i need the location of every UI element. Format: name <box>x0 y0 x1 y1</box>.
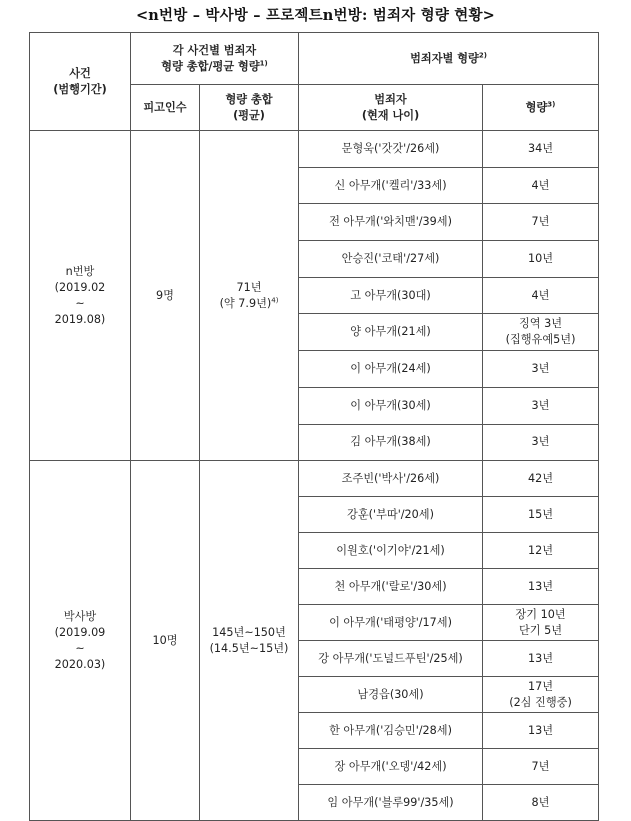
offender-sentence-cell: 징역 3년 (집행유예5년) <box>483 314 599 351</box>
header-group-individual: 범죄자별 형량$^{2)}$ <box>299 33 599 85</box>
offender-sentence-cell: 7년 <box>483 749 599 785</box>
table-body <box>30 131 599 821</box>
sentence-total-cell: 145년~150년 (14.5년~15년) <box>200 461 299 821</box>
offender-sentence-cell: 34년 <box>483 131 599 168</box>
offender-sentence-cell: 13년 <box>483 713 599 749</box>
offender-name-cell: 장 아무개('오뎅'/42세) <box>299 749 483 785</box>
offender-sentence-cell: 3년 <box>483 424 599 461</box>
offender-name-cell: 강 아무개('도널드푸틴'/25세) <box>299 641 483 677</box>
offender-sentence-cell: 10년 <box>483 241 599 278</box>
offender-sentence-cell: 3년 <box>483 351 599 388</box>
offender-name-cell: 고 아무개(30대) <box>299 277 483 314</box>
offender-sentence-cell: 4년 <box>483 277 599 314</box>
sentence-total-cell: 71년 (약 7.9년)$^{4)}$ <box>200 131 299 461</box>
offender-name-cell: 조주빈('박사'/26세) <box>299 461 483 497</box>
header-offender: 범죄자 (현재 나이) <box>299 85 483 131</box>
offender-name-cell: 이 아무개(24세) <box>299 351 483 388</box>
offender-sentence-cell: 7년 <box>483 204 599 241</box>
defendant-count-cell: 10명 <box>131 461 200 821</box>
offender-sentence-cell: 4년 <box>483 167 599 204</box>
table-row <box>30 461 599 497</box>
offender-name-cell: 김 아무개(38세) <box>299 424 483 461</box>
offender-name-cell: 천 아무개('랄로'/30세) <box>299 569 483 605</box>
defendant-count-cell: 9명 <box>131 131 200 461</box>
offender-name-cell: 전 아무개('와치맨'/39세) <box>299 204 483 241</box>
header-sentence: 형량$^{3)}$ <box>483 85 599 131</box>
header-group-total: 각 사건별 범죄자 형량 총합/평균 형량$^{1)}$ <box>131 33 299 85</box>
offender-name-cell: 양 아무개(21세) <box>299 314 483 351</box>
header-row-1 <box>30 33 599 85</box>
case-name-cell: n번방 (2019.02 ~ 2019.08) <box>30 131 131 461</box>
offender-sentence-cell: 17년 (2심 진행중) <box>483 677 599 713</box>
offender-name-cell: 남경읍(30세) <box>299 677 483 713</box>
offender-sentence-cell: 장기 10년 단기 5년 <box>483 605 599 641</box>
offender-name-cell: 강훈('부따'/20세) <box>299 497 483 533</box>
offender-sentence-cell: 8년 <box>483 785 599 821</box>
offender-name-cell: 이원호('이기야'/21세) <box>299 533 483 569</box>
offender-name-cell: 한 아무개('김승민'/28세) <box>299 713 483 749</box>
offender-sentence-cell: 12년 <box>483 533 599 569</box>
header-defendants: 피고인수 <box>131 85 200 131</box>
offender-sentence-cell: 3년 <box>483 387 599 424</box>
table-row <box>30 131 599 168</box>
header-case: 사건 (범행기간) <box>30 33 131 131</box>
sentence-table <box>29 32 599 821</box>
offender-sentence-cell: 42년 <box>483 461 599 497</box>
offender-sentence-cell: 15년 <box>483 497 599 533</box>
header-sentence-total: 형량 총합 (평균) <box>200 85 299 131</box>
page-title: <n번방 – 박사방 – 프로젝트n번방: 범죄자 형량 현황> <box>135 7 496 24</box>
offender-name-cell: 이 아무개(30세) <box>299 387 483 424</box>
offender-name-cell: 신 아무개('켈리'/33세) <box>299 167 483 204</box>
offender-name-cell: 안승진('코태'/27세) <box>299 241 483 278</box>
offender-sentence-cell: 13년 <box>483 569 599 605</box>
offender-name-cell: 임 아무개('블루99'/35세) <box>299 785 483 821</box>
offender-name-cell: 문형욱('갓갓'/26세) <box>299 131 483 168</box>
case-name-cell: 박사방 (2019.09 ~ 2020.03) <box>30 461 131 821</box>
offender-name-cell: 이 아무개('태평양'/17세) <box>299 605 483 641</box>
offender-sentence-cell: 13년 <box>483 641 599 677</box>
